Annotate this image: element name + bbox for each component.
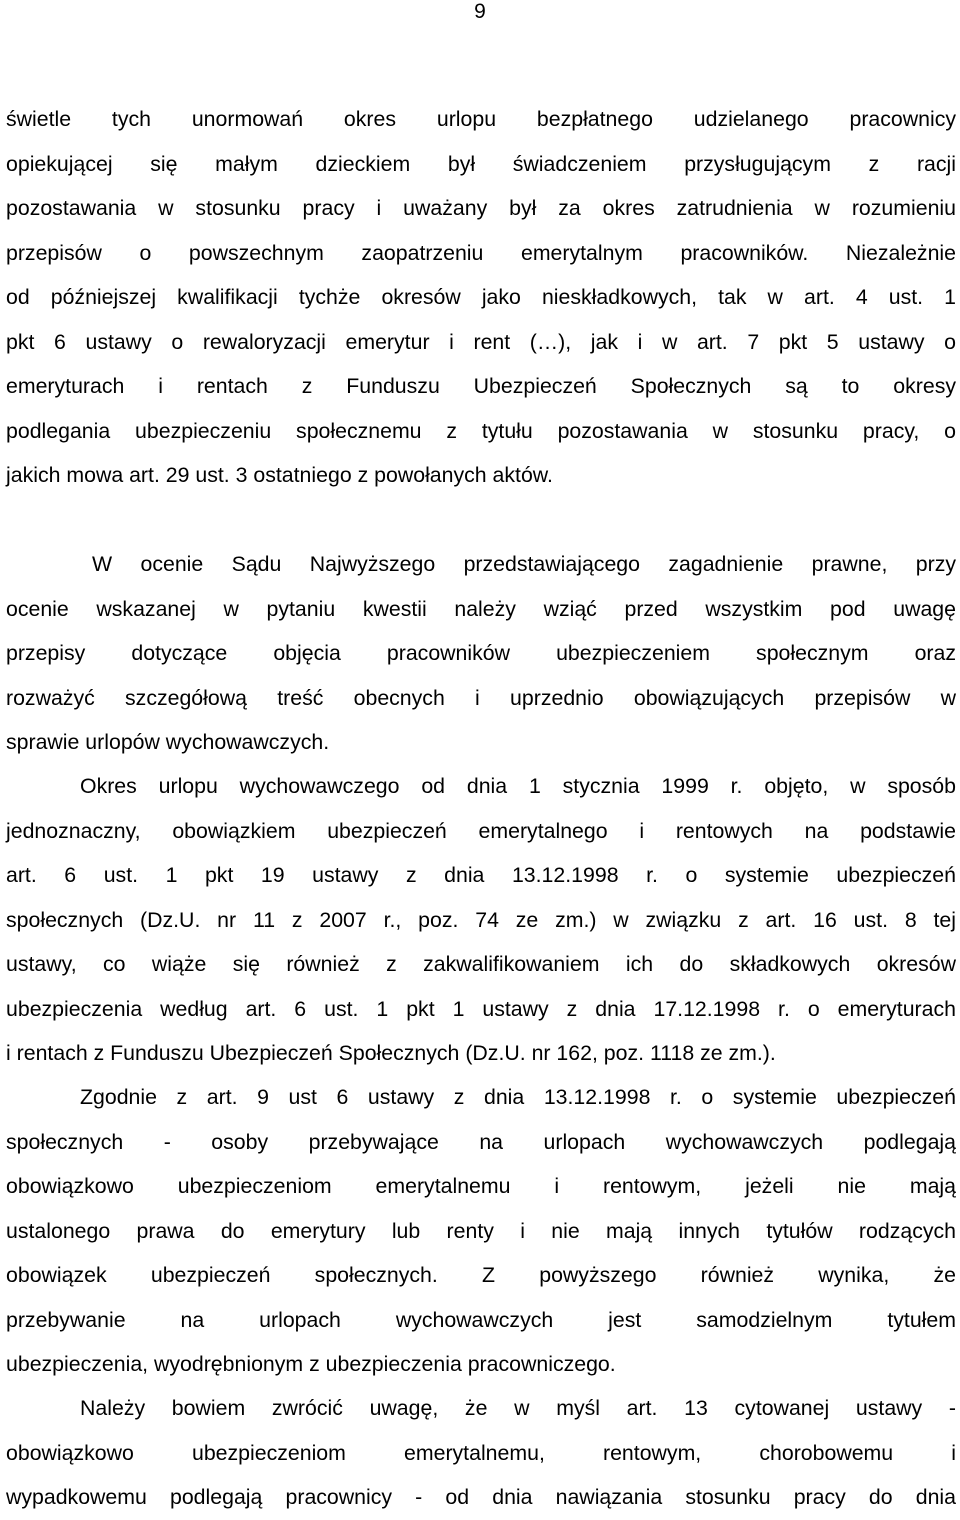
text-line: W ocenie Sądu Najwyższego przedstawiającego zagadnienie prawne, przy	[92, 552, 956, 576]
text-line: społecznych (Dz.U. nr 11 z 2007 r., poz. 74 ze zm.) w związku z art. 16 ust. 8 tej	[6, 907, 956, 932]
text-line: pkt 6 ustawy o rewaloryzacji emerytur i rent (…), jak i w art. 7 pkt 5 ustawy o	[6, 329, 956, 354]
text-line: świetle tych unormowań okres urlopu bezpłatnego udzielanego pracownicy	[6, 107, 956, 131]
text-line: emeryturach i rentach z Funduszu Ubezpieczeń Społecznych są to okresy	[6, 374, 956, 398]
text-line: sprawie urlopów wychowawczych.	[6, 730, 330, 754]
text-line: obowiązkowo ubezpieczeniom emerytalnemu, rentowym, chorobowemu i	[6, 1440, 956, 1465]
text-line: od późniejszej kwalifikacji tychże okresów jako nieskładkowych, tak w art. 4 ust. 1	[6, 285, 956, 309]
text-line: obowiązkowo ubezpieczeniom emerytalnemu i rentowym, jeżeli nie mają	[6, 1174, 956, 1198]
text-line: jednoznaczny, obowiązkiem ubezpieczeń emerytalnego i rentowych na podstawie	[6, 818, 956, 843]
text-line: ustalonego prawa do emerytury lub renty i nie mają innych tytułów rodzących	[6, 1218, 956, 1243]
text-line: przepisów o powszechnym zaopatrzeniu emerytalnym pracowników. Niezależnie	[6, 240, 956, 265]
text-line: art. 6 ust. 1 pkt 19 ustawy z dnia 13.12.1998 r. o systemie ubezpieczeń	[6, 863, 956, 887]
text-line: i rentach z Funduszu Ubezpieczeń Społecznych (Dz.U. nr 162, poz. 1118 ze zm.).	[6, 1041, 776, 1065]
text-line: przepisy dotyczące objęcia pracowników ubezpieczeniem społecznym oraz	[6, 641, 956, 665]
text-line: Należy bowiem zwrócić uwagę, że w myśl art. 13 cytowanej ustawy -	[80, 1396, 956, 1420]
page-number: 9	[474, 0, 486, 23]
text-line: pozostawania w stosunku pracy i uważany był za okres zatrudnienia w rozumieniu	[6, 196, 956, 220]
text-line: ubezpieczenia według art. 6 ust. 1 pkt 1 ustawy z dnia 17.12.1998 r. o emeryturach	[6, 996, 956, 1021]
paragraph-1	[6, 97, 956, 498]
text-line: opiekującej się małym dzieckiem był świadczeniem przysługującym z racji	[6, 151, 956, 176]
paragraph-2	[6, 542, 956, 765]
paragraph-3	[6, 764, 956, 1076]
text-line: Okres urlopu wychowawczego od dnia 1 stycznia 1999 r. objęto, w sposób	[80, 774, 956, 798]
text-line: rozważyć szczegółową treść obecnych i uprzednio obowiązujących przepisów w	[6, 685, 956, 710]
text-line: obowiązek ubezpieczeń społecznych. Z powyższego również wynika, że	[6, 1263, 956, 1287]
text-line: ubezpieczenia, wyodrębnionym z ubezpieczenia pracowniczego.	[6, 1352, 616, 1376]
text-line: przebywanie na urlopach wychowawczych jest samodzielnym tytułem	[6, 1307, 956, 1332]
text-line: ocenie wskazanej w pytaniu kwestii należy wziąć przed wszystkim pod uwagę	[6, 596, 956, 621]
text-line: ustawy, co wiąże się również z zakwalifikowaniem ich do składkowych okresów	[6, 952, 956, 976]
paragraph-4	[6, 1075, 956, 1387]
text-line: jakich mowa art. 29 ust. 3 ostatniego z powołanych aktów.	[6, 463, 553, 487]
text-line: podlegania ubezpieczeniu społecznemu z tytułu pozostawania w stosunku pracy, o	[6, 418, 956, 443]
paragraph-5	[6, 1386, 956, 1520]
text-line: wypadkowemu podlegają pracownicy - od dnia nawiązania stosunku pracy do dnia	[6, 1485, 956, 1509]
text-line: Zgodnie z art. 9 ust 6 ustawy z dnia 13.12.1998 r. o systemie ubezpieczeń	[80, 1085, 956, 1109]
text-line: społecznych - osoby przebywające na urlopach wychowawczych podlegają	[6, 1129, 956, 1154]
